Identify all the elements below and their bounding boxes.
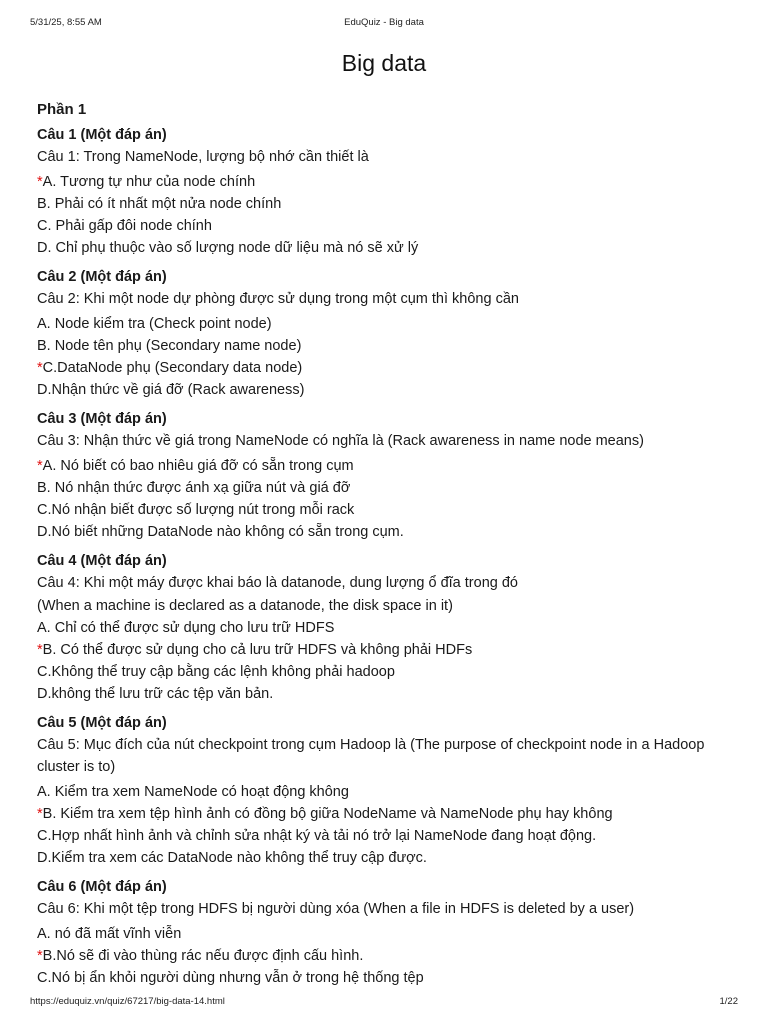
question-translation: (When a machine is declared as a datanode, the disk space in it) [37, 598, 453, 614]
answer-option: D. Chỉ phụ thuộc vào số lượng node dữ liệu mà nó sẽ xử lý [37, 240, 419, 256]
answer-option-text: B. Kiểm tra xem tệp hình ảnh có đồng bộ giữa NodeName và NameNode phụ hay không [42, 806, 613, 822]
answer-option: D.Nhận thức về giá đỡ (Rack awareness) [37, 382, 305, 398]
question-header: Câu 6 (Một đáp án) [37, 879, 167, 895]
answer-option: C.Nó bị ẩn khỏi người dùng nhưng vẫn ở trong hệ thống tệp [37, 970, 424, 986]
print-footer [30, 996, 738, 1010]
answer-option-correct [37, 171, 738, 193]
question-header: Câu 5 (Một đáp án) [37, 715, 167, 731]
question-header: Câu 4 (Một đáp án) [37, 553, 167, 569]
answer-option: B. Nó nhận thức được ánh xạ giữa nút và giá đỡ [37, 480, 351, 496]
answer-option-text: A. Tương tự như của node chính [42, 174, 256, 190]
question-4 [37, 550, 738, 705]
question-5 [37, 712, 738, 869]
answer-option: D.Kiểm tra xem các DataNode nào không thể truy cập được. [37, 850, 427, 866]
answer-option: A. Node kiểm tra (Check point node) [37, 316, 272, 332]
page-number: 1/22 [719, 996, 738, 1007]
correct-answer-marker: * [37, 174, 43, 190]
answer-option-correct [37, 357, 738, 379]
question-text: Câu 6: Khi một tệp trong HDFS bị người dùng xóa (When a file in HDFS is deleted by a user) [37, 901, 635, 917]
answer-option: C.Không thể truy cập bằng các lệnh không phải hadoop [37, 664, 395, 680]
answer-option-text: A. Nó biết có bao nhiêu giá đỡ có sẵn trong cụm [42, 458, 354, 474]
question-6 [37, 876, 738, 989]
print-doc-title: EduQuiz - Big data [344, 17, 424, 28]
print-url: https://eduquiz.vn/quiz/67217/big-data-14.html [30, 996, 225, 1007]
print-datetime: 5/31/25, 8:55 AM [30, 17, 102, 28]
question-header: Câu 1 (Một đáp án) [37, 127, 167, 143]
correct-answer-marker: * [37, 360, 43, 376]
correct-answer-marker: * [37, 948, 43, 964]
answer-option: A. nó đã mất vĩnh viễn [37, 926, 182, 942]
question-3 [37, 408, 738, 543]
answer-option-text: C.DataNode phụ (Secondary data node) [42, 360, 303, 376]
answer-option: D.Nó biết những DataNode nào không có sẵn trong cụm. [37, 524, 404, 540]
answer-option: C.Hợp nhất hình ảnh và chỉnh sửa nhật ký và tải nó trở lại NameNode đang hoạt động. [37, 828, 597, 844]
correct-answer-marker: * [37, 642, 43, 658]
answer-option: C. Phải gấp đôi node chính [37, 218, 212, 234]
answer-option-text: B.Nó sẽ đi vào thùng rác nếu được định cấu hình. [42, 948, 364, 964]
question-1 [37, 124, 738, 259]
question-text: Câu 1: Trong NameNode, lượng bộ nhớ cần thiết là [37, 149, 369, 165]
answer-option: B. Node tên phụ (Secondary name node) [37, 338, 302, 354]
question-header: Câu 3 (Một đáp án) [37, 411, 167, 427]
correct-answer-marker: * [37, 458, 43, 474]
question-text: Câu 2: Khi một node dự phòng được sử dụng trong một cụm thì không cần [37, 291, 519, 307]
question-header: Câu 2 (Một đáp án) [37, 269, 167, 285]
answer-option: C.Nó nhận biết được số lượng nút trong mỗi rack [37, 502, 355, 518]
answer-option-correct [37, 639, 738, 661]
answer-option-correct [37, 803, 738, 825]
answer-option-correct [37, 455, 738, 477]
question-text: Câu 3: Nhận thức về giá trong NameNode có nghĩa là (Rack awareness in name node means) [37, 433, 644, 449]
answer-option: D.không thể lưu trữ các tệp văn bản. [37, 686, 274, 702]
answer-option: A. Chỉ có thể được sử dụng cho lưu trữ HDFS [37, 620, 335, 636]
print-header [30, 17, 738, 31]
answer-option: A. Kiểm tra xem NameNode có hoạt động không [37, 784, 349, 800]
page-title: Big data [341, 50, 427, 76]
question-2 [37, 266, 738, 401]
answer-option-text: B. Có thể được sử dụng cho cả lưu trữ HDFS và không phải HDFs [42, 642, 473, 658]
correct-answer-marker: * [37, 806, 43, 822]
answer-option: B. Phải có ít nhất một nửa node chính [37, 196, 282, 212]
question-text: Câu 4: Khi một máy được khai báo là datanode, dung lượng ổ đĩa trong đó [37, 575, 518, 591]
question-text: Câu 5: Mục đích của nút checkpoint trong cụm Hadoop là (The purpose of checkpoint node in a Hadoop cluster is to) [37, 737, 705, 775]
quiz-content [37, 100, 738, 996]
section-title: Phần 1 [37, 101, 87, 118]
answer-option-correct [37, 945, 738, 967]
